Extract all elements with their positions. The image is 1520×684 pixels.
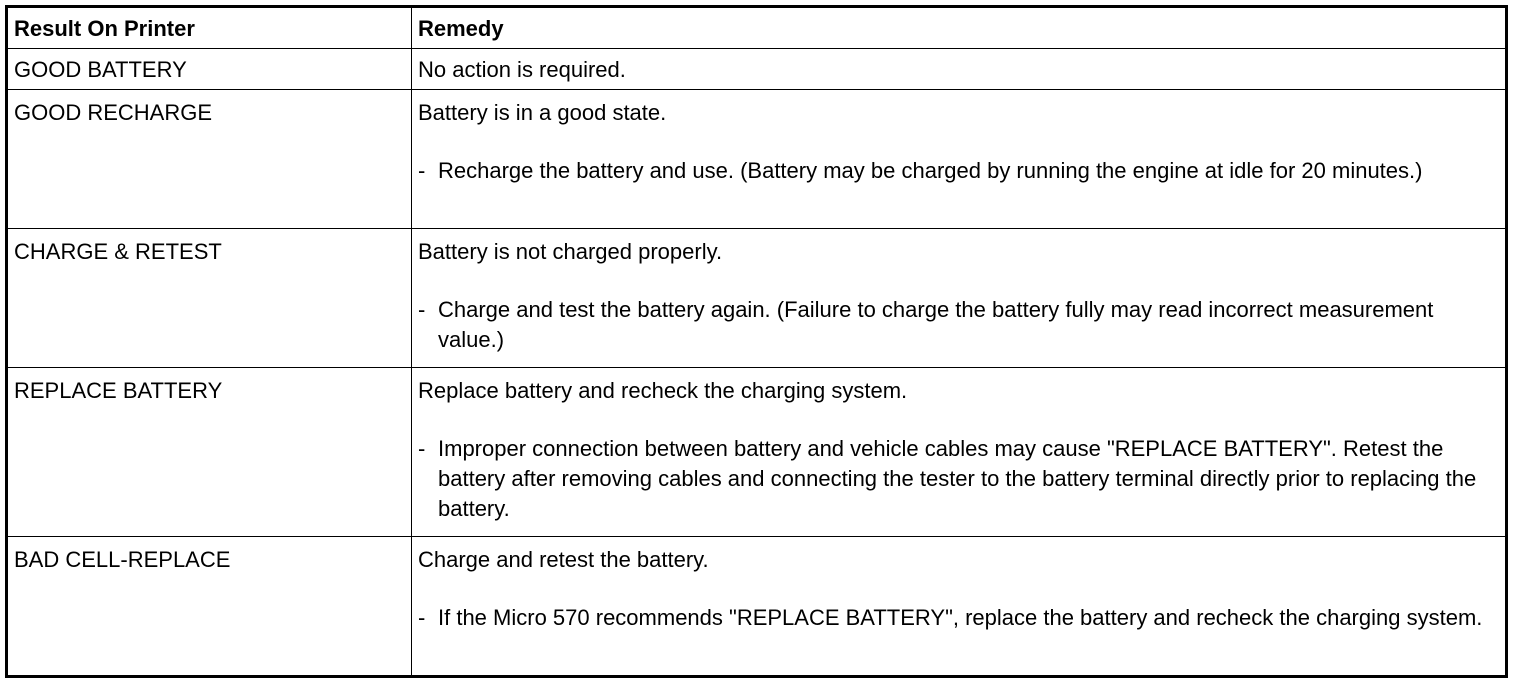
- remedy-text: Battery is in a good state.: [418, 100, 667, 125]
- table-row: [7, 49, 1507, 90]
- remedy-cell: [412, 368, 1507, 537]
- remedy-note: [418, 434, 1499, 524]
- header-row: [7, 7, 1507, 49]
- remedy-text: No action is required.: [418, 57, 626, 82]
- remedy-text: Replace battery and recheck the charging system.: [418, 378, 908, 403]
- remedy-note: [418, 156, 1499, 186]
- remedy-note: [418, 295, 1499, 355]
- table-row: [7, 229, 1507, 368]
- remedy-note-text: If the Micro 570 recommends "REPLACE BATTERY", replace the battery and recheck the charging system.: [438, 605, 1483, 630]
- result-cell: BAD CELL-REPLACE: [7, 537, 412, 677]
- remedy-cell: [412, 90, 1507, 229]
- remedy-text: Battery is not charged properly.: [418, 239, 723, 264]
- remedy-cell: [412, 229, 1507, 368]
- remedy-cell: [412, 537, 1507, 677]
- note-bullet: -: [418, 158, 426, 183]
- note-bullet: -: [418, 436, 426, 461]
- result-cell: GOOD RECHARGE: [7, 90, 412, 229]
- result-cell: CHARGE & RETEST: [7, 229, 412, 368]
- remedy-note-text: Recharge the battery and use. (Battery may be charged by running the engine at idle for 20 minutes.): [438, 158, 1423, 183]
- remedy-note: [418, 603, 1499, 633]
- remedy-cell: [412, 49, 1507, 90]
- battery-test-results-table: [5, 5, 1508, 678]
- remedy-text: Charge and retest the battery.: [418, 547, 709, 572]
- result-cell: REPLACE BATTERY: [7, 368, 412, 537]
- table-row: [7, 537, 1507, 677]
- table-row: [7, 368, 1507, 537]
- note-bullet: -: [418, 605, 426, 630]
- header-remedy: Remedy: [412, 7, 1507, 49]
- remedy-note-text: Improper connection between battery and vehicle cables may cause "REPLACE BATTERY". Retest the battery after removing cables and connecting the tester to the battery terminal directly prior to replacing the battery.: [438, 436, 1477, 521]
- table-row: [7, 90, 1507, 229]
- remedy-note-text: Charge and test the battery again. (Failure to charge the battery fully may read incorrect measurement value.): [438, 297, 1434, 352]
- result-cell: GOOD BATTERY: [7, 49, 412, 90]
- note-bullet: -: [418, 297, 426, 322]
- header-result-on-printer: Result On Printer: [7, 7, 412, 49]
